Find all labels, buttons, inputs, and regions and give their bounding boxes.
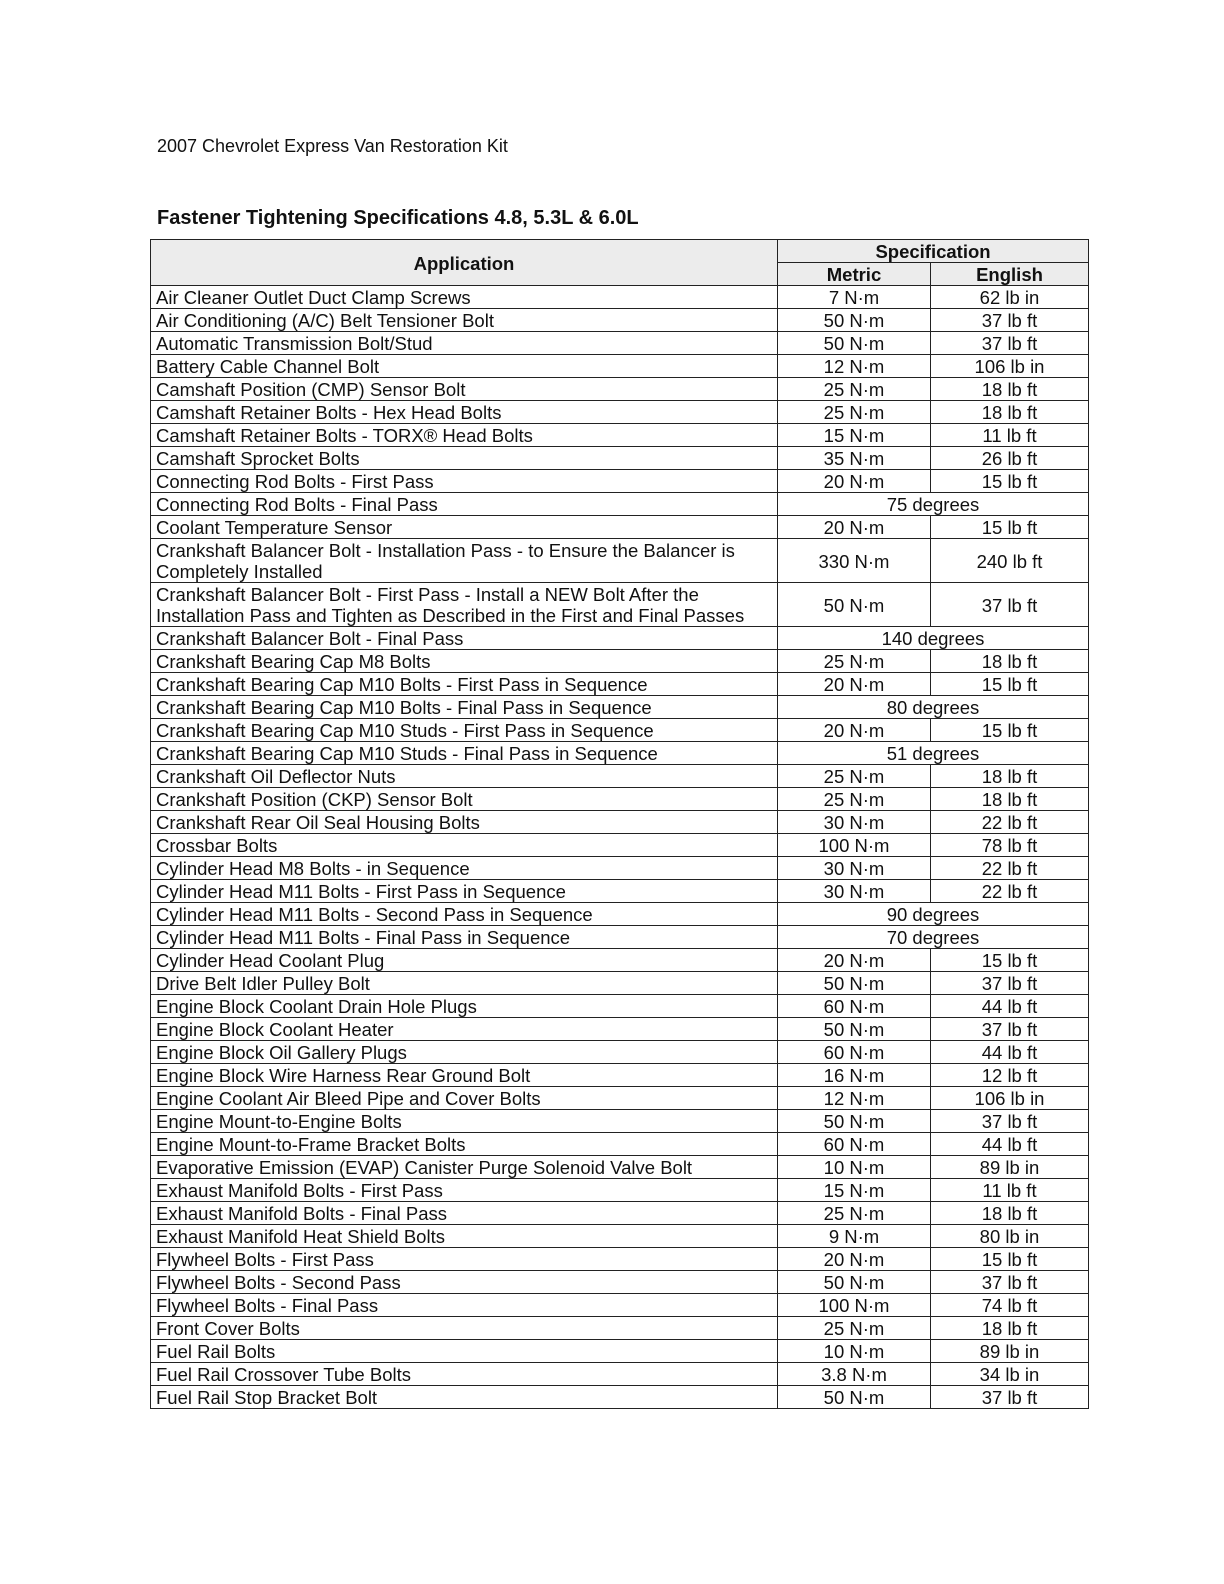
table-row <box>151 1294 1089 1317</box>
angle-spec-cell: 140 degrees <box>778 627 1089 650</box>
application-cell: Coolant Temperature Sensor <box>151 516 778 539</box>
english-cell: 62 lb in <box>931 286 1089 309</box>
application-cell: Drive Belt Idler Pulley Bolt <box>151 972 778 995</box>
metric-cell: 30 N·m <box>778 811 931 834</box>
application-cell: Engine Block Coolant Drain Hole Plugs <box>151 995 778 1018</box>
application-cell: Air Conditioning (A/C) Belt Tensioner Bolt <box>151 309 778 332</box>
application-cell: Camshaft Retainer Bolts - Hex Head Bolts <box>151 401 778 424</box>
angle-spec-cell: 51 degrees <box>778 742 1089 765</box>
metric-cell: 16 N·m <box>778 1064 931 1087</box>
table-row <box>151 355 1089 378</box>
metric-cell: 60 N·m <box>778 995 931 1018</box>
application-cell: Front Cover Bolts <box>151 1317 778 1340</box>
table-row <box>151 332 1089 355</box>
table-row <box>151 1087 1089 1110</box>
english-cell: 15 lb ft <box>931 949 1089 972</box>
english-cell: 34 lb in <box>931 1363 1089 1386</box>
application-cell: Exhaust Manifold Heat Shield Bolts <box>151 1225 778 1248</box>
application-cell: Engine Mount-to-Engine Bolts <box>151 1110 778 1133</box>
english-cell: 106 lb in <box>931 1087 1089 1110</box>
application-cell: Cylinder Head M11 Bolts - Second Pass in Sequence <box>151 903 778 926</box>
english-cell: 15 lb ft <box>931 673 1089 696</box>
english-cell: 18 lb ft <box>931 1202 1089 1225</box>
table-row <box>151 696 1089 719</box>
english-cell: 37 lb ft <box>931 309 1089 332</box>
table-row <box>151 1064 1089 1087</box>
application-cell: Air Cleaner Outlet Duct Clamp Screws <box>151 286 778 309</box>
metric-cell: 12 N·m <box>778 1087 931 1110</box>
table-row <box>151 1202 1089 1225</box>
english-cell: 37 lb ft <box>931 972 1089 995</box>
metric-cell: 20 N·m <box>778 516 931 539</box>
english-cell: 37 lb ft <box>931 583 1089 627</box>
english-cell: 37 lb ft <box>931 1018 1089 1041</box>
english-cell: 22 lb ft <box>931 857 1089 880</box>
english-cell: 44 lb ft <box>931 1133 1089 1156</box>
application-cell: Crankshaft Balancer Bolt - Installation Pass - to Ensure the Balancer is Completely Installed <box>151 539 778 583</box>
metric-cell: 35 N·m <box>778 447 931 470</box>
english-cell: 74 lb ft <box>931 1294 1089 1317</box>
table-row <box>151 1133 1089 1156</box>
english-cell: 18 lb ft <box>931 378 1089 401</box>
table-row <box>151 1363 1089 1386</box>
english-cell: 22 lb ft <box>931 880 1089 903</box>
table-row <box>151 1340 1089 1363</box>
table-row <box>151 788 1089 811</box>
english-cell: 37 lb ft <box>931 1110 1089 1133</box>
metric-cell: 10 N·m <box>778 1340 931 1363</box>
table-row <box>151 903 1089 926</box>
fastener-spec-table <box>150 239 1089 1409</box>
metric-cell: 10 N·m <box>778 1156 931 1179</box>
application-cell: Engine Mount-to-Frame Bracket Bolts <box>151 1133 778 1156</box>
english-cell: 80 lb in <box>931 1225 1089 1248</box>
table-row <box>151 378 1089 401</box>
table-row <box>151 1317 1089 1340</box>
table-row <box>151 995 1089 1018</box>
metric-cell: 50 N·m <box>778 1386 931 1409</box>
english-cell: 18 lb ft <box>931 788 1089 811</box>
table-row <box>151 880 1089 903</box>
metric-cell: 3.8 N·m <box>778 1363 931 1386</box>
header-metric: Metric <box>778 263 931 286</box>
english-cell: 18 lb ft <box>931 650 1089 673</box>
application-cell: Crankshaft Balancer Bolt - Final Pass <box>151 627 778 650</box>
application-cell: Connecting Rod Bolts - First Pass <box>151 470 778 493</box>
table-row <box>151 972 1089 995</box>
application-cell: Flywheel Bolts - Final Pass <box>151 1294 778 1317</box>
table-row <box>151 1179 1089 1202</box>
table-row <box>151 1271 1089 1294</box>
angle-spec-cell: 75 degrees <box>778 493 1089 516</box>
application-cell: Camshaft Position (CMP) Sensor Bolt <box>151 378 778 401</box>
english-cell: 15 lb ft <box>931 516 1089 539</box>
metric-cell: 20 N·m <box>778 1248 931 1271</box>
application-cell: Cylinder Head M11 Bolts - Final Pass in Sequence <box>151 926 778 949</box>
english-cell: 37 lb ft <box>931 1386 1089 1409</box>
metric-cell: 25 N·m <box>778 788 931 811</box>
application-cell: Automatic Transmission Bolt/Stud <box>151 332 778 355</box>
english-cell: 37 lb ft <box>931 332 1089 355</box>
metric-cell: 15 N·m <box>778 424 931 447</box>
metric-cell: 50 N·m <box>778 1110 931 1133</box>
application-cell: Fuel Rail Bolts <box>151 1340 778 1363</box>
metric-cell: 30 N·m <box>778 857 931 880</box>
english-cell: 44 lb ft <box>931 995 1089 1018</box>
english-cell: 11 lb ft <box>931 1179 1089 1202</box>
application-cell: Exhaust Manifold Bolts - Final Pass <box>151 1202 778 1225</box>
metric-cell: 25 N·m <box>778 1202 931 1225</box>
table-row <box>151 1156 1089 1179</box>
table-row <box>151 470 1089 493</box>
application-cell: Crankshaft Bearing Cap M10 Studs - Final Pass in Sequence <box>151 742 778 765</box>
application-cell: Fuel Rail Crossover Tube Bolts <box>151 1363 778 1386</box>
application-cell: Cylinder Head Coolant Plug <box>151 949 778 972</box>
table-row <box>151 539 1089 583</box>
metric-cell: 50 N·m <box>778 1018 931 1041</box>
metric-cell: 30 N·m <box>778 880 931 903</box>
application-cell: Engine Block Wire Harness Rear Ground Bolt <box>151 1064 778 1087</box>
english-cell: 11 lb ft <box>931 424 1089 447</box>
application-cell: Flywheel Bolts - Second Pass <box>151 1271 778 1294</box>
document-header: 2007 Chevrolet Express Van Restoration Kit <box>157 136 508 156</box>
metric-cell: 100 N·m <box>778 834 931 857</box>
application-cell: Engine Coolant Air Bleed Pipe and Cover Bolts <box>151 1087 778 1110</box>
english-cell: 78 lb ft <box>931 834 1089 857</box>
application-cell: Crankshaft Bearing Cap M10 Bolts - Final Pass in Sequence <box>151 696 778 719</box>
application-cell: Evaporative Emission (EVAP) Canister Purge Solenoid Valve Bolt <box>151 1156 778 1179</box>
header-application: Application <box>151 240 778 286</box>
metric-cell: 15 N·m <box>778 1179 931 1202</box>
application-cell: Crankshaft Bearing Cap M10 Bolts - First Pass in Sequence <box>151 673 778 696</box>
metric-cell: 50 N·m <box>778 1271 931 1294</box>
table-row <box>151 857 1089 880</box>
table-row <box>151 926 1089 949</box>
english-cell: 106 lb in <box>931 355 1089 378</box>
metric-cell: 50 N·m <box>778 309 931 332</box>
table-row <box>151 627 1089 650</box>
table-row <box>151 1041 1089 1064</box>
table-body <box>151 286 1089 1409</box>
table-row <box>151 583 1089 627</box>
application-cell: Exhaust Manifold Bolts - First Pass <box>151 1179 778 1202</box>
table-row <box>151 834 1089 857</box>
application-cell: Crankshaft Bearing Cap M10 Studs - First Pass in Sequence <box>151 719 778 742</box>
english-cell: 15 lb ft <box>931 719 1089 742</box>
table-row <box>151 493 1089 516</box>
table-row <box>151 765 1089 788</box>
header-specification: Specification <box>778 240 1089 263</box>
english-cell: 12 lb ft <box>931 1064 1089 1087</box>
metric-cell: 25 N·m <box>778 1317 931 1340</box>
english-cell: 18 lb ft <box>931 1317 1089 1340</box>
table-row <box>151 516 1089 539</box>
application-cell: Connecting Rod Bolts - Final Pass <box>151 493 778 516</box>
metric-cell: 50 N·m <box>778 583 931 627</box>
table-row <box>151 1110 1089 1133</box>
application-cell: Crossbar Bolts <box>151 834 778 857</box>
metric-cell: 9 N·m <box>778 1225 931 1248</box>
metric-cell: 100 N·m <box>778 1294 931 1317</box>
application-cell: Camshaft Sprocket Bolts <box>151 447 778 470</box>
angle-spec-cell: 90 degrees <box>778 903 1089 926</box>
english-cell: 44 lb ft <box>931 1041 1089 1064</box>
table-row <box>151 811 1089 834</box>
metric-cell: 25 N·m <box>778 765 931 788</box>
application-cell: Crankshaft Position (CKP) Sensor Bolt <box>151 788 778 811</box>
metric-cell: 25 N·m <box>778 401 931 424</box>
table-row <box>151 673 1089 696</box>
metric-cell: 60 N·m <box>778 1133 931 1156</box>
metric-cell: 25 N·m <box>778 378 931 401</box>
table-row <box>151 401 1089 424</box>
application-cell: Engine Block Coolant Heater <box>151 1018 778 1041</box>
table-row <box>151 742 1089 765</box>
application-cell: Cylinder Head M11 Bolts - First Pass in Sequence <box>151 880 778 903</box>
english-cell: 240 lb ft <box>931 539 1089 583</box>
metric-cell: 60 N·m <box>778 1041 931 1064</box>
table-row <box>151 286 1089 309</box>
application-cell: Battery Cable Channel Bolt <box>151 355 778 378</box>
table-row <box>151 1386 1089 1409</box>
metric-cell: 12 N·m <box>778 355 931 378</box>
table-row <box>151 447 1089 470</box>
header-english: English <box>931 263 1089 286</box>
application-cell: Crankshaft Oil Deflector Nuts <box>151 765 778 788</box>
english-cell: 22 lb ft <box>931 811 1089 834</box>
table-row <box>151 309 1089 332</box>
table-row <box>151 1248 1089 1271</box>
english-cell: 18 lb ft <box>931 765 1089 788</box>
english-cell: 18 lb ft <box>931 401 1089 424</box>
table-row <box>151 1018 1089 1041</box>
angle-spec-cell: 80 degrees <box>778 696 1089 719</box>
metric-cell: 20 N·m <box>778 719 931 742</box>
table-title: Fastener Tightening Specifications 4.8, 5.3L & 6.0L <box>157 207 639 229</box>
application-cell: Crankshaft Rear Oil Seal Housing Bolts <box>151 811 778 834</box>
table-row <box>151 1225 1089 1248</box>
table-row <box>151 424 1089 447</box>
metric-cell: 50 N·m <box>778 972 931 995</box>
metric-cell: 20 N·m <box>778 470 931 493</box>
english-cell: 15 lb ft <box>931 470 1089 493</box>
metric-cell: 20 N·m <box>778 949 931 972</box>
table-row <box>151 650 1089 673</box>
english-cell: 15 lb ft <box>931 1248 1089 1271</box>
application-cell: Crankshaft Bearing Cap M8 Bolts <box>151 650 778 673</box>
table-row <box>151 719 1089 742</box>
metric-cell: 7 N·m <box>778 286 931 309</box>
english-cell: 26 lb ft <box>931 447 1089 470</box>
metric-cell: 330 N·m <box>778 539 931 583</box>
english-cell: 89 lb in <box>931 1156 1089 1179</box>
english-cell: 37 lb ft <box>931 1271 1089 1294</box>
application-cell: Camshaft Retainer Bolts - TORX® Head Bolts <box>151 424 778 447</box>
angle-spec-cell: 70 degrees <box>778 926 1089 949</box>
application-cell: Cylinder Head M8 Bolts - in Sequence <box>151 857 778 880</box>
application-cell: Fuel Rail Stop Bracket Bolt <box>151 1386 778 1409</box>
application-cell: Flywheel Bolts - First Pass <box>151 1248 778 1271</box>
english-cell: 89 lb in <box>931 1340 1089 1363</box>
application-cell: Crankshaft Balancer Bolt - First Pass - Install a NEW Bolt After the Installation Pass and Tighten as Described in the First and Final Passes <box>151 583 778 627</box>
metric-cell: 25 N·m <box>778 650 931 673</box>
metric-cell: 50 N·m <box>778 332 931 355</box>
application-cell: Engine Block Oil Gallery Plugs <box>151 1041 778 1064</box>
table-row <box>151 949 1089 972</box>
metric-cell: 20 N·m <box>778 673 931 696</box>
